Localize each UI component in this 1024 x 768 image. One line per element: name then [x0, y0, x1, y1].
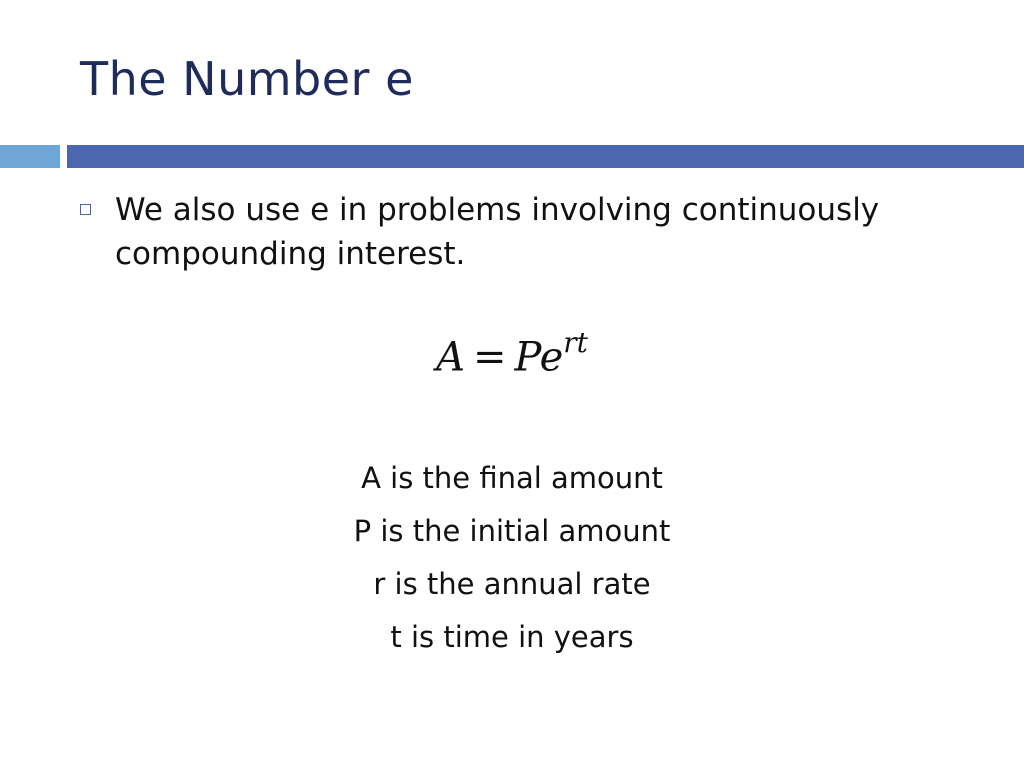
definition-item: t is time in years: [390, 620, 634, 654]
definition-item: r is the annual rate: [373, 567, 651, 601]
square-bullet-icon: [80, 204, 91, 215]
formula-exponent: rt: [563, 326, 588, 359]
definition-item: A is the final amount: [361, 461, 663, 495]
bullet-text: We also use e in problems involving continuously compounding interest.: [115, 192, 880, 272]
accent-bar-light: [0, 145, 60, 168]
definition-list: [0, 452, 1024, 664]
formula-lhs: A: [436, 334, 465, 381]
formula: [0, 326, 1024, 381]
definition-item: P is the initial amount: [353, 514, 671, 548]
formula-equals: =: [472, 334, 507, 381]
slide-title: The Number e: [80, 52, 414, 106]
formula-base: Pe: [514, 334, 564, 381]
accent-bar-dark: [67, 145, 1024, 168]
